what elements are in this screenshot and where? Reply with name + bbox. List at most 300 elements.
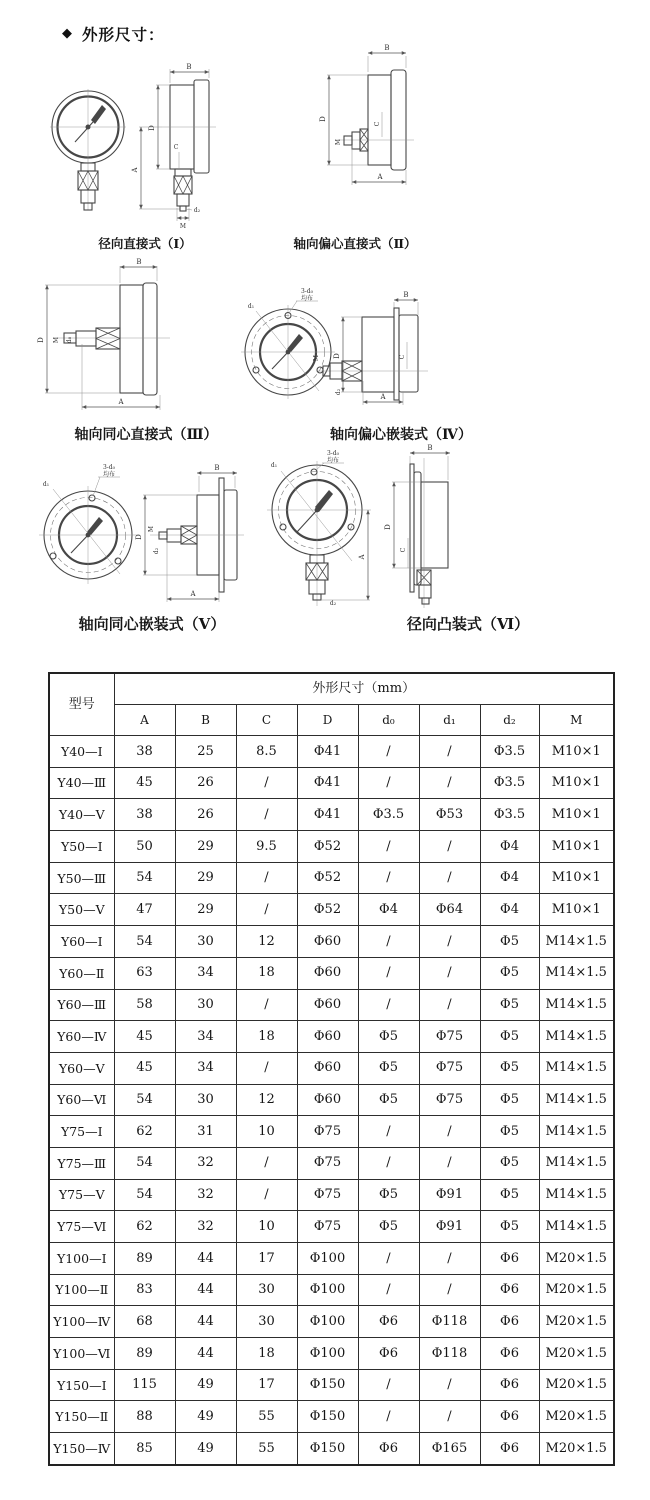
dimension-cell: M20×1.5 bbox=[539, 1274, 614, 1306]
dimension-cell: Φ3.5 bbox=[358, 799, 419, 831]
svg-text:M: M bbox=[179, 223, 187, 230]
dimension-cell: Φ4 bbox=[480, 862, 539, 894]
model-cell: Y60—Ⅰ bbox=[49, 926, 114, 958]
dimension-cell: 29 bbox=[175, 862, 236, 894]
svg-text:C: C bbox=[399, 354, 406, 360]
dimension-cell: Φ165 bbox=[419, 1433, 480, 1465]
column-header-A: A bbox=[114, 705, 175, 736]
svg-text:均布: 均布 bbox=[102, 471, 116, 478]
dimension-cell: / bbox=[358, 989, 419, 1021]
dimension-cell: 38 bbox=[114, 799, 175, 831]
table-header-row-1 bbox=[49, 673, 614, 705]
dimension-cell: / bbox=[419, 926, 480, 958]
dimension-cell: Φ5 bbox=[480, 1147, 539, 1179]
dimension-cell: M14×1.5 bbox=[539, 1021, 614, 1053]
dimension-cell: Φ52 bbox=[297, 862, 358, 894]
dimension-cell: 18 bbox=[236, 1338, 297, 1370]
dimension-cell: 26 bbox=[175, 799, 236, 831]
dimension-cell: M14×1.5 bbox=[539, 1084, 614, 1116]
dimension-cell: 85 bbox=[114, 1433, 175, 1465]
dimension-cell: Φ118 bbox=[419, 1306, 480, 1338]
figure-axial-concentric-flush-V bbox=[39, 464, 244, 602]
dimension-cell: M10×1 bbox=[539, 799, 614, 831]
table-row bbox=[49, 1211, 614, 1243]
model-cell: Y60—Ⅴ bbox=[49, 1052, 114, 1084]
table-row bbox=[49, 1179, 614, 1211]
svg-text:均布: 均布 bbox=[300, 295, 314, 302]
svg-text:M: M bbox=[53, 336, 60, 344]
dimension-cell: Φ5 bbox=[358, 1211, 419, 1243]
dimension-cell: Φ5 bbox=[358, 1021, 419, 1053]
svg-text:d₀: d₀ bbox=[66, 336, 73, 344]
dimension-cell: 29 bbox=[175, 831, 236, 863]
figure-caption-3: 轴向同心直接式（Ⅲ） bbox=[74, 427, 218, 443]
dimension-cell: Φ6 bbox=[480, 1243, 539, 1275]
dimension-cell: / bbox=[419, 1116, 480, 1148]
dimension-cell: M10×1 bbox=[539, 767, 614, 799]
dimension-cell: Φ100 bbox=[297, 1306, 358, 1338]
svg-text:M: M bbox=[313, 354, 320, 362]
dimension-cell: 54 bbox=[114, 926, 175, 958]
dimension-cell: 31 bbox=[175, 1116, 236, 1148]
svg-text:3-d₀: 3-d₀ bbox=[326, 450, 340, 457]
table-row bbox=[49, 1338, 614, 1370]
dimension-cell: / bbox=[419, 989, 480, 1021]
dimension-cell: 89 bbox=[114, 1338, 175, 1370]
dimension-cell: Φ60 bbox=[297, 989, 358, 1021]
dimension-cell: 17 bbox=[236, 1243, 297, 1275]
model-cell: Y75—Ⅴ bbox=[49, 1179, 114, 1211]
dimension-cell: / bbox=[358, 1401, 419, 1433]
model-cell: Y60—Ⅱ bbox=[49, 957, 114, 989]
dimension-cell: 45 bbox=[114, 767, 175, 799]
svg-text:A: A bbox=[380, 393, 386, 401]
svg-text:d₁: d₁ bbox=[270, 462, 278, 469]
model-cell: Y150—Ⅳ bbox=[49, 1433, 114, 1465]
dimension-cell: 88 bbox=[114, 1401, 175, 1433]
dimension-cell: 54 bbox=[114, 1179, 175, 1211]
dimension-cell: Φ6 bbox=[480, 1401, 539, 1433]
dimension-cell: Φ60 bbox=[297, 1021, 358, 1053]
dimension-cell: Φ6 bbox=[480, 1338, 539, 1370]
svg-text:A: A bbox=[190, 590, 196, 598]
dimension-cell: 38 bbox=[114, 736, 175, 768]
diamond-bullet-icon: ◆ bbox=[62, 25, 73, 41]
svg-text:B: B bbox=[384, 44, 390, 52]
section-title-text: 外形尺寸： bbox=[82, 25, 165, 44]
dimension-cell: M10×1 bbox=[539, 862, 614, 894]
dimension-cell: 63 bbox=[114, 957, 175, 989]
figure-caption-1: 径向直接式（Ⅰ） bbox=[98, 236, 192, 251]
dimension-cell: 12 bbox=[236, 1084, 297, 1116]
svg-text:M: M bbox=[148, 525, 155, 533]
dimension-cell: M20×1.5 bbox=[539, 1243, 614, 1275]
dimension-cell: Φ52 bbox=[297, 894, 358, 926]
table-row bbox=[49, 1084, 614, 1116]
dimension-cell: M14×1.5 bbox=[539, 1052, 614, 1084]
dimension-cell: Φ41 bbox=[297, 799, 358, 831]
column-header-d0: d₀ bbox=[358, 705, 419, 736]
svg-text:D: D bbox=[148, 125, 156, 131]
svg-text:D: D bbox=[333, 353, 341, 359]
dimension-cell: Φ5 bbox=[480, 926, 539, 958]
svg-text:M: M bbox=[335, 138, 342, 146]
dimension-cell: / bbox=[358, 862, 419, 894]
dimension-cell: / bbox=[358, 1274, 419, 1306]
svg-text:3-d₀: 3-d₀ bbox=[300, 288, 314, 295]
svg-text:A: A bbox=[118, 398, 124, 406]
dimension-cell: 62 bbox=[114, 1211, 175, 1243]
model-cell: Y100—Ⅳ bbox=[49, 1306, 114, 1338]
dimension-cell: Φ5 bbox=[480, 1179, 539, 1211]
dimension-cell: / bbox=[419, 736, 480, 768]
svg-text:A: A bbox=[358, 554, 366, 560]
dimension-cell: / bbox=[358, 957, 419, 989]
svg-text:B: B bbox=[214, 464, 220, 472]
dimension-cell: Φ6 bbox=[358, 1338, 419, 1370]
model-cell: Y100—Ⅰ bbox=[49, 1243, 114, 1275]
table-row bbox=[49, 1306, 614, 1338]
dimension-cell: Φ150 bbox=[297, 1433, 358, 1465]
dimension-cell: / bbox=[419, 1147, 480, 1179]
figure-axial-eccentric-flush-IV bbox=[241, 288, 428, 405]
dimension-cell: Φ75 bbox=[297, 1179, 358, 1211]
svg-text:d₂: d₂ bbox=[329, 600, 337, 607]
dimension-cell: Φ5 bbox=[358, 1052, 419, 1084]
dimension-cell: 12 bbox=[236, 926, 297, 958]
dimension-cell: Φ3.5 bbox=[480, 767, 539, 799]
figure-radial-direct-I bbox=[50, 63, 216, 230]
dimension-cell: Φ5 bbox=[358, 1084, 419, 1116]
table-row bbox=[49, 1116, 614, 1148]
dimension-cell: 29 bbox=[175, 894, 236, 926]
dimension-cell: / bbox=[419, 1274, 480, 1306]
dimension-cell: M10×1 bbox=[539, 894, 614, 926]
dimension-cell: / bbox=[236, 1052, 297, 1084]
column-header-d1: d₁ bbox=[419, 705, 480, 736]
dimension-cell: Φ75 bbox=[297, 1147, 358, 1179]
dimension-cell: Φ60 bbox=[297, 926, 358, 958]
dimension-cell: / bbox=[358, 1147, 419, 1179]
dimension-cell: Φ4 bbox=[358, 894, 419, 926]
column-header-C: C bbox=[236, 705, 297, 736]
dimension-cell: 44 bbox=[175, 1243, 236, 1275]
dimension-cell: Φ5 bbox=[480, 1052, 539, 1084]
dimension-cell: Φ75 bbox=[419, 1084, 480, 1116]
dimension-cell: 32 bbox=[175, 1147, 236, 1179]
svg-text:A: A bbox=[377, 173, 383, 181]
dimension-cell: 32 bbox=[175, 1179, 236, 1211]
table-row bbox=[49, 1052, 614, 1084]
table-row bbox=[49, 1433, 614, 1465]
dimension-cell: M20×1.5 bbox=[539, 1306, 614, 1338]
dimension-cell: 45 bbox=[114, 1021, 175, 1053]
dimension-cell: 8.5 bbox=[236, 736, 297, 768]
dimension-cell: Φ100 bbox=[297, 1243, 358, 1275]
table-row bbox=[49, 767, 614, 799]
dimension-cell: Φ6 bbox=[358, 1433, 419, 1465]
table-row bbox=[49, 862, 614, 894]
svg-text:B: B bbox=[136, 258, 142, 266]
svg-text:d₁: d₁ bbox=[42, 481, 50, 488]
dimension-cell: 26 bbox=[175, 767, 236, 799]
dimension-cell: / bbox=[236, 1179, 297, 1211]
dimension-cell: / bbox=[419, 1243, 480, 1275]
table-header-row-2 bbox=[49, 705, 614, 736]
figure-caption-4: 轴向偏心嵌装式（Ⅳ） bbox=[330, 427, 472, 443]
dimension-cell: 30 bbox=[175, 989, 236, 1021]
dimension-cell: 54 bbox=[114, 1147, 175, 1179]
dimension-cell: / bbox=[236, 862, 297, 894]
dimension-cell: Φ5 bbox=[358, 1179, 419, 1211]
dimension-cell: 34 bbox=[175, 957, 236, 989]
dimension-cell: Φ53 bbox=[419, 799, 480, 831]
svg-text:d₂: d₂ bbox=[153, 547, 160, 555]
table-row bbox=[49, 736, 614, 768]
dimension-cell: Φ100 bbox=[297, 1274, 358, 1306]
dimension-cell: / bbox=[236, 894, 297, 926]
dimension-cell: 25 bbox=[175, 736, 236, 768]
dimension-cell: 10 bbox=[236, 1116, 297, 1148]
dimension-cell: Φ150 bbox=[297, 1369, 358, 1401]
dimension-cell: 55 bbox=[236, 1433, 297, 1465]
table-row bbox=[49, 957, 614, 989]
dimension-cell: Φ75 bbox=[419, 1021, 480, 1053]
dimension-cell: M20×1.5 bbox=[539, 1338, 614, 1370]
svg-text:d₁: d₁ bbox=[247, 303, 255, 310]
dimension-cell: / bbox=[419, 767, 480, 799]
dimension-cell: Φ150 bbox=[297, 1401, 358, 1433]
dimension-cell: Φ4 bbox=[480, 831, 539, 863]
dimension-cell: Φ60 bbox=[297, 957, 358, 989]
dimension-cell: / bbox=[236, 767, 297, 799]
dimension-cell: 34 bbox=[175, 1021, 236, 1053]
svg-text:D: D bbox=[37, 337, 45, 343]
figure-caption-5: 轴向同心嵌装式（Ⅴ） bbox=[78, 615, 226, 633]
model-cell: Y50—Ⅲ bbox=[49, 862, 114, 894]
dimension-cell: 30 bbox=[175, 1084, 236, 1116]
dimension-cell: 18 bbox=[236, 957, 297, 989]
table-row bbox=[49, 1021, 614, 1053]
dimension-cell: 10 bbox=[236, 1211, 297, 1243]
dimension-cell: / bbox=[419, 1369, 480, 1401]
dimension-cell: Φ6 bbox=[480, 1369, 539, 1401]
dimension-cell: Φ5 bbox=[480, 1116, 539, 1148]
dimension-cell: / bbox=[358, 1369, 419, 1401]
dimension-cell: Φ5 bbox=[480, 1084, 539, 1116]
svg-text:3-d₀: 3-d₀ bbox=[102, 464, 116, 471]
column-header-B: B bbox=[175, 705, 236, 736]
dimension-cell: Φ5 bbox=[480, 989, 539, 1021]
column-group-header: 外形尺寸（mm） bbox=[114, 673, 614, 705]
table-row bbox=[49, 1274, 614, 1306]
dimension-cell: Φ5 bbox=[480, 1211, 539, 1243]
dimension-cell: 50 bbox=[114, 831, 175, 863]
model-cell: Y60—Ⅳ bbox=[49, 1021, 114, 1053]
dimension-cell: 54 bbox=[114, 1084, 175, 1116]
table-row bbox=[49, 1243, 614, 1275]
figure-caption-6: 径向凸装式（Ⅵ） bbox=[406, 615, 530, 633]
dimension-cell: 49 bbox=[175, 1433, 236, 1465]
table-row bbox=[49, 1401, 614, 1433]
dimension-cell: 115 bbox=[114, 1369, 175, 1401]
dimension-cell: 55 bbox=[236, 1401, 297, 1433]
svg-text:B: B bbox=[403, 291, 409, 299]
model-cell: Y50—Ⅴ bbox=[49, 894, 114, 926]
dimension-cell: 44 bbox=[175, 1306, 236, 1338]
svg-text:d₂: d₂ bbox=[193, 207, 201, 214]
model-cell: Y150—Ⅰ bbox=[49, 1369, 114, 1401]
dimension-cell: 34 bbox=[175, 1052, 236, 1084]
table-body bbox=[49, 736, 614, 1465]
dimension-cell: Φ6 bbox=[480, 1306, 539, 1338]
figure-axial-eccentric-direct-II bbox=[319, 44, 414, 185]
model-cell: Y60—Ⅲ bbox=[49, 989, 114, 1021]
dimension-cell: 17 bbox=[236, 1369, 297, 1401]
model-cell: Y75—Ⅲ bbox=[49, 1147, 114, 1179]
dimension-cell: Φ64 bbox=[419, 894, 480, 926]
dimension-cell: Φ6 bbox=[480, 1433, 539, 1465]
dimension-cell: M14×1.5 bbox=[539, 1147, 614, 1179]
column-header-D: D bbox=[297, 705, 358, 736]
dimension-cell: / bbox=[419, 1401, 480, 1433]
dimension-cell: M10×1 bbox=[539, 831, 614, 863]
dimension-cell: M14×1.5 bbox=[539, 1116, 614, 1148]
dimension-cell: 44 bbox=[175, 1274, 236, 1306]
dimension-cell: M20×1.5 bbox=[539, 1401, 614, 1433]
dimension-cell: M14×1.5 bbox=[539, 1211, 614, 1243]
dimension-cell: Φ60 bbox=[297, 1052, 358, 1084]
model-cell: Y60—Ⅵ bbox=[49, 1084, 114, 1116]
dimension-cell: M10×1 bbox=[539, 736, 614, 768]
dimension-cell: M14×1.5 bbox=[539, 926, 614, 958]
svg-text:D: D bbox=[319, 116, 327, 122]
dimension-cell: Φ5 bbox=[480, 957, 539, 989]
dimension-cell: Φ3.5 bbox=[480, 799, 539, 831]
svg-text:C: C bbox=[173, 144, 179, 151]
table-row bbox=[49, 989, 614, 1021]
svg-text:C: C bbox=[400, 547, 407, 553]
dimension-cell: M14×1.5 bbox=[539, 957, 614, 989]
dimension-cell: Φ6 bbox=[480, 1274, 539, 1306]
dimension-cell: Φ6 bbox=[358, 1306, 419, 1338]
svg-text:C: C bbox=[374, 121, 381, 127]
dimension-cell: Φ91 bbox=[419, 1179, 480, 1211]
dimension-cell: 18 bbox=[236, 1021, 297, 1053]
model-cell: Y100—Ⅱ bbox=[49, 1274, 114, 1306]
dimension-cell: 49 bbox=[175, 1369, 236, 1401]
dimension-cell: / bbox=[358, 926, 419, 958]
figure-radial-surface-VI bbox=[267, 444, 450, 608]
dimension-cell: / bbox=[419, 957, 480, 989]
model-cell: Y100—Ⅵ bbox=[49, 1338, 114, 1370]
dimension-cell: Φ60 bbox=[297, 1084, 358, 1116]
table-row bbox=[49, 1147, 614, 1179]
figure-axial-concentric-direct-III bbox=[37, 258, 170, 410]
dimension-cell: Φ118 bbox=[419, 1338, 480, 1370]
model-cell: Y40—Ⅲ bbox=[49, 767, 114, 799]
dimension-cell: 54 bbox=[114, 862, 175, 894]
figure-caption-2: 轴向偏心直接式（Ⅱ） bbox=[293, 236, 417, 251]
model-cell: Y50—Ⅰ bbox=[49, 831, 114, 863]
dimension-cell: 58 bbox=[114, 989, 175, 1021]
dimension-cell: Φ100 bbox=[297, 1338, 358, 1370]
dimension-cell: / bbox=[358, 831, 419, 863]
dimension-cell: 83 bbox=[114, 1274, 175, 1306]
dimension-cell: Φ52 bbox=[297, 831, 358, 863]
dimension-cell: Φ3.5 bbox=[480, 736, 539, 768]
dimension-cell: M20×1.5 bbox=[539, 1369, 614, 1401]
dimension-cell: / bbox=[358, 1243, 419, 1275]
column-header-M: M bbox=[539, 705, 614, 736]
dimension-cell: Φ41 bbox=[297, 736, 358, 768]
dimension-cell: / bbox=[358, 1116, 419, 1148]
table-row bbox=[49, 926, 614, 958]
dimension-cell: 47 bbox=[114, 894, 175, 926]
svg-text:B: B bbox=[186, 63, 192, 71]
svg-text:均布: 均布 bbox=[326, 457, 340, 464]
dimension-cell: 9.5 bbox=[236, 831, 297, 863]
dimension-cell: / bbox=[419, 831, 480, 863]
dimension-cell: Φ75 bbox=[297, 1211, 358, 1243]
svg-text:B: B bbox=[427, 444, 433, 452]
dimension-cell: Φ91 bbox=[419, 1211, 480, 1243]
dimension-cell: M14×1.5 bbox=[539, 1179, 614, 1211]
dimension-cell: 30 bbox=[175, 926, 236, 958]
model-cell: Y40—Ⅰ bbox=[49, 736, 114, 768]
column-header-d2: d₂ bbox=[480, 705, 539, 736]
dimension-cell: Φ4 bbox=[480, 894, 539, 926]
dimension-cell: 89 bbox=[114, 1243, 175, 1275]
model-cell: Y40—Ⅴ bbox=[49, 799, 114, 831]
dimension-cell: / bbox=[358, 767, 419, 799]
svg-text:d₂: d₂ bbox=[335, 388, 342, 396]
dimension-figures bbox=[0, 0, 650, 660]
dimension-cell: Φ75 bbox=[419, 1052, 480, 1084]
dimension-cell: / bbox=[236, 1147, 297, 1179]
dimension-cell: 45 bbox=[114, 1052, 175, 1084]
svg-text:D: D bbox=[384, 524, 392, 530]
dimension-cell: Φ41 bbox=[297, 767, 358, 799]
dimension-cell: Φ75 bbox=[297, 1116, 358, 1148]
svg-text:D: D bbox=[135, 534, 143, 540]
dimension-cell: 49 bbox=[175, 1401, 236, 1433]
table-row bbox=[49, 894, 614, 926]
dimension-cell: 30 bbox=[236, 1274, 297, 1306]
model-cell: Y75—Ⅰ bbox=[49, 1116, 114, 1148]
dimension-cell: / bbox=[419, 862, 480, 894]
dimension-cell: Φ5 bbox=[480, 1021, 539, 1053]
model-cell: Y150—Ⅱ bbox=[49, 1401, 114, 1433]
dimension-cell: / bbox=[236, 989, 297, 1021]
dimension-cell: 32 bbox=[175, 1211, 236, 1243]
dimension-cell: M14×1.5 bbox=[539, 989, 614, 1021]
dimension-cell: 68 bbox=[114, 1306, 175, 1338]
dimension-table bbox=[48, 672, 615, 1466]
dimension-cell: M20×1.5 bbox=[539, 1433, 614, 1465]
table-row bbox=[49, 1369, 614, 1401]
dimension-cell: 30 bbox=[236, 1306, 297, 1338]
table-row bbox=[49, 831, 614, 863]
table-row bbox=[49, 799, 614, 831]
svg-text:A: A bbox=[131, 167, 139, 173]
dimension-cell: 62 bbox=[114, 1116, 175, 1148]
dimension-cell: 44 bbox=[175, 1338, 236, 1370]
dimension-cell: / bbox=[236, 799, 297, 831]
model-cell: Y75—Ⅵ bbox=[49, 1211, 114, 1243]
dimension-cell: / bbox=[358, 736, 419, 768]
column-header-model: 型号 bbox=[49, 673, 114, 736]
